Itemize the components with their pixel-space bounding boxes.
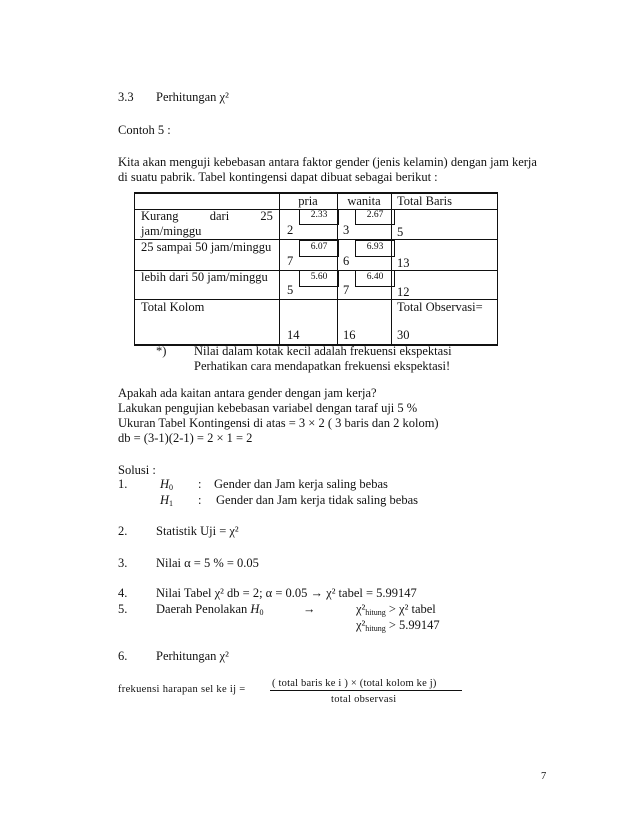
rejection-criterion-1: $\chi^2_{hitung} > \chi^2$ tabel bbox=[356, 602, 436, 617]
question-line: Ukuran Tabel Kontingensi di atas = 3 × 2 ( 3 baris dan 2 kolom) bbox=[118, 416, 439, 430]
formula-denominator: total observasi bbox=[331, 694, 397, 705]
row-total: 12 bbox=[397, 285, 410, 299]
row3-label: lebih dari 50 jam/minggu bbox=[141, 270, 268, 284]
step-3-text: Nilai α = 5 % = 0.05 bbox=[156, 556, 259, 570]
question-line: Apakah ada kaitan antara gender dengan jam kerja? bbox=[118, 386, 377, 400]
total-kolom-label: Total Kolom bbox=[141, 300, 205, 314]
example-label: Contoh 5 : bbox=[118, 123, 171, 137]
observed-value: 7 bbox=[343, 283, 350, 297]
h0-colon: : bbox=[198, 477, 202, 491]
expected-box: 6.40 bbox=[355, 270, 395, 287]
h1-text: Gender dan Jam kerja tidak saling bebas bbox=[216, 493, 419, 507]
observed-value: 7 bbox=[287, 254, 294, 268]
h1-colon: : bbox=[198, 493, 202, 507]
step-number: 5. bbox=[118, 602, 128, 616]
section-number: 3.3 bbox=[118, 90, 134, 104]
row-total: 13 bbox=[397, 256, 410, 270]
column-total: 14 bbox=[287, 328, 300, 342]
step-number: 6. bbox=[118, 649, 128, 663]
question-line: db = (3-1)(2-1) = 2 × 1 = 2 bbox=[118, 431, 253, 445]
expected-box: 2.67 bbox=[355, 209, 395, 225]
grand-total: 30 bbox=[397, 328, 410, 342]
observed-value: 6 bbox=[343, 254, 350, 268]
contingency-table bbox=[134, 192, 498, 346]
step-number: 3. bbox=[118, 556, 128, 570]
formula-numerator: ( total baris ke i ) × (total kolom ke j) bbox=[272, 678, 437, 689]
fraction-bar bbox=[270, 690, 462, 691]
intro-line-2: di suatu pabrik. Tabel kontingensi dapat dibuat sebagai berikut : bbox=[118, 170, 438, 184]
note-line-1: Nilai dalam kotak kecil adalah frekuensi ekspektasi bbox=[194, 344, 452, 358]
step-4-text: Nilai Tabel χ² db = 2; α = 0.05 → χ² tabel = 5.99147 bbox=[156, 586, 417, 600]
h0-symbol: $H_0$ bbox=[160, 477, 174, 492]
step-number: 1. bbox=[118, 477, 128, 491]
row1-label: Kurang dari 25 bbox=[141, 209, 273, 223]
header-wanita: wanita bbox=[347, 194, 381, 208]
arrow-icon: → bbox=[303, 602, 316, 616]
observed-value: 5 bbox=[287, 283, 294, 297]
page-number: 7 bbox=[541, 771, 547, 782]
observed-value: 2 bbox=[287, 223, 294, 237]
header-total-baris: Total Baris bbox=[397, 194, 453, 208]
step-5-text: Daerah Penolakan $H_0$ bbox=[156, 602, 264, 617]
h1-symbol: $H_1$ bbox=[160, 493, 174, 508]
step-6-text: Perhitungan χ² bbox=[156, 649, 229, 663]
note-line-2: Perhatikan cara mendapatkan frekuensi ekspektasi! bbox=[194, 359, 451, 373]
expected-box: 6.07 bbox=[299, 240, 339, 257]
section-title: Perhitungan χ² bbox=[156, 90, 229, 104]
observed-value: 3 bbox=[343, 223, 350, 237]
note-marker: *) bbox=[156, 344, 167, 358]
rejection-criterion-2: $\chi^2_{hitung} > 5.99147$ bbox=[356, 618, 440, 633]
formula-lhs: frekuensi harapan sel ke ij = bbox=[118, 684, 246, 695]
column-total: 16 bbox=[343, 328, 356, 342]
question-line: Lakukan pengujian kebebasan variabel dengan taraf uji 5 % bbox=[118, 401, 418, 415]
header-pria: pria bbox=[298, 194, 318, 208]
expected-box: 5.60 bbox=[299, 270, 339, 287]
solution-label: Solusi : bbox=[118, 463, 156, 477]
step-2-text: Statistik Uji = χ² bbox=[156, 524, 239, 538]
total-observasi-label: Total Observasi= bbox=[397, 300, 483, 314]
expected-box: 2.33 bbox=[299, 209, 339, 225]
row-total: 5 bbox=[397, 225, 404, 239]
expected-box: 6.93 bbox=[355, 240, 395, 257]
step-number: 2. bbox=[118, 524, 128, 538]
row2-label: 25 sampai 50 jam/minggu bbox=[141, 240, 272, 254]
step-number: 4. bbox=[118, 586, 128, 600]
row1-label-cont: jam/minggu bbox=[141, 224, 202, 238]
intro-line-1: Kita akan menguji kebebasan antara faktor gender (jenis kelamin) dengan jam kerja bbox=[118, 155, 537, 169]
h0-text: Gender dan Jam kerja saling bebas bbox=[214, 477, 388, 491]
